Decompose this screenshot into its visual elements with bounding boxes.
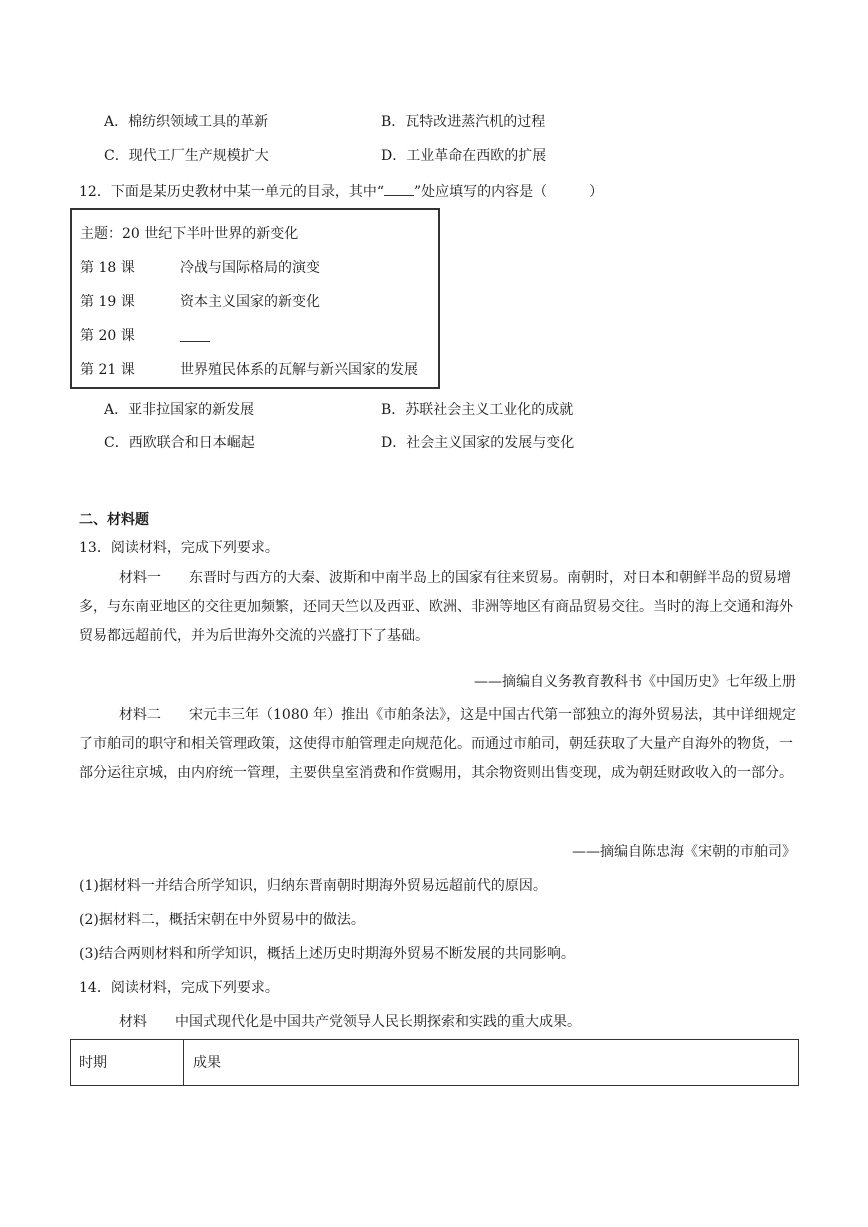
toc-lesson-num: 第 20 课 bbox=[80, 328, 135, 344]
q12-blank bbox=[384, 183, 414, 196]
toc-lesson-title: 资本主义国家的新变化 bbox=[180, 294, 320, 310]
q12-stem bbox=[79, 183, 603, 199]
toc-lesson-20 bbox=[80, 329, 135, 343]
q14-stem: 14．阅读材料，完成下列要求。 bbox=[79, 980, 279, 996]
q14-table bbox=[70, 1039, 799, 1086]
q11-option-c: C．现代工厂生产规模扩大 bbox=[104, 148, 269, 164]
toc-lesson-18 bbox=[80, 260, 320, 276]
q13-sub-question-1: (1)据材料一并结合所学知识，归纳东晋南朝时期海外贸易远超前代的原因。 bbox=[79, 878, 547, 894]
toc-lesson-num: 第 21 课 bbox=[80, 362, 135, 378]
toc-lesson-num: 第 18 课 bbox=[80, 260, 135, 276]
q13-sub-question-3: (3)结合两则材料和所学知识，概括上述历史时期海外贸易不断发展的共同影响。 bbox=[79, 946, 575, 962]
q13-material-2: 材料二 宋元丰三年（1080 年）推出《市舶条法》，这是中国古代第一部独立的海外贸易法，其中详细规定了市舶司的职守和相关管理政策，这使得市舶管理走向规范化。而通过市舶司，朝廷获取了大量产自海外的物货，一部分运往京城，由内府统一管理，主要供皇室消费和作赏赐用，其余物资则出售变现，成为朝廷财政收入的一部分。 bbox=[79, 707, 797, 781]
toc-lesson-title: 世界殖民体系的瓦解与新兴国家的发展 bbox=[180, 362, 418, 378]
toc-theme: 主题：20 世纪下半叶世界的新变化 bbox=[80, 226, 299, 242]
toc-lesson-blank bbox=[180, 329, 210, 345]
q13-stem: 13．阅读材料，完成下列要求。 bbox=[79, 540, 279, 556]
q13-source-1: ——摘编自义务教育教科书《中国历史》七年级上册 bbox=[474, 674, 796, 690]
section-heading: 二、材料题 bbox=[79, 512, 149, 528]
q11-option-d: D．工业革命在西欧的扩展 bbox=[381, 148, 547, 164]
q12-stem-before: 12．下面是某历史教材中某一单元的目录，其中“ bbox=[79, 184, 384, 200]
q12-option-d: D．社会主义国家的发展与变化 bbox=[381, 435, 575, 451]
toc-lesson-21 bbox=[80, 362, 418, 378]
q14-table-header-achievement: 成果 bbox=[193, 1055, 221, 1071]
q12-table-of-contents-box bbox=[70, 208, 440, 389]
toc-lesson-title: 冷战与国际格局的演变 bbox=[180, 260, 320, 276]
q13-material-1: 材料一 东晋时与西方的大秦、波斯和中南半岛上的国家有往来贸易。南朝时，对日本和朝鲜半岛的贸易增多，与东南亚地区的交往更加频繁，还同天竺以及西亚、欧洲、非洲等地区有商品贸易交往。当时的海上交通和海外贸易都远超前代，并为后世海外交流的兴盛打下了基础。 bbox=[79, 570, 793, 644]
toc-blank-line bbox=[180, 329, 210, 342]
q11-option-b: B．瓦特改进蒸汽机的过程 bbox=[381, 114, 546, 130]
toc-lesson-num: 第 19 课 bbox=[80, 294, 135, 310]
q12-option-a: A．亚非拉国家的新发展 bbox=[104, 402, 255, 418]
q12-option-b: B．苏联社会主义工业化的成就 bbox=[381, 402, 574, 418]
q13-sub-question-2: (2)据材料二，概括宋朝在中外贸易中的做法。 bbox=[79, 912, 365, 928]
toc-lesson-19 bbox=[80, 294, 320, 310]
q12-stem-after: ”处应填写的内容是（ ） bbox=[413, 184, 604, 200]
q14-table-header-period: 时期 bbox=[79, 1055, 107, 1071]
q13-source-2: ——摘编自陈忠海《宋朝的市舶司》 bbox=[572, 844, 796, 860]
q11-option-a: A．棉纺织领域工具的革新 bbox=[104, 114, 269, 130]
q14-material: 材料 中国式现代化是中国共产党领导人民长期探索和实践的重大成果。 bbox=[119, 1014, 581, 1030]
q12-option-c: C．西欧联合和日本崛起 bbox=[104, 435, 255, 451]
